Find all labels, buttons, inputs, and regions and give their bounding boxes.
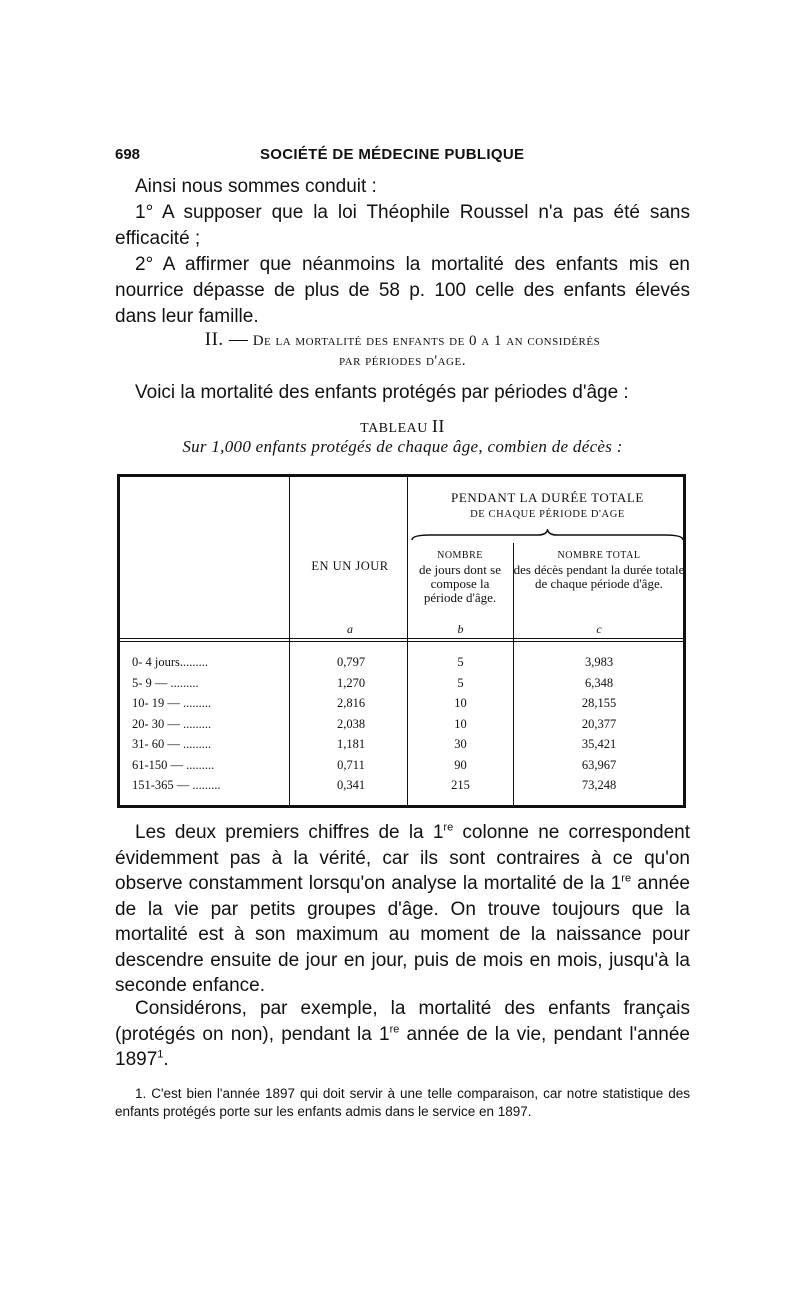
footnote-marker[interactable]: 1 (157, 1048, 164, 1061)
analysis-text (115, 820, 690, 999)
column-b-header (410, 547, 510, 605)
group-header (410, 491, 685, 522)
intro-paragraph (115, 380, 690, 406)
table-label-word: TABLEAU (360, 421, 428, 436)
row-value-a: 2,038 (336, 716, 366, 731)
page-number: 698 (115, 146, 141, 163)
superscript-re: re (621, 872, 632, 885)
row-value-a: 0,341 (336, 778, 366, 792)
section-numeral: II. — (204, 329, 249, 350)
example-text-end: . (163, 1049, 169, 1070)
row-value-c: 73,248 (581, 778, 617, 792)
column-c-header (513, 547, 685, 591)
column-b-header-rest: de jours dont se compose la période d'âge. (419, 562, 501, 605)
example-text-part-1: Considérons, par exemple, la mortalité des enfants français (protégés on non), pendant la 1 (115, 998, 690, 1045)
row-value-a: 2,816 (336, 696, 366, 710)
conclusion-point-1: 1° A supposer que la loi Théophile Roussel n'a pas été sans efficacité ; (115, 202, 690, 249)
row-value-b: 30 (454, 737, 467, 751)
section-heading (115, 330, 690, 371)
row-age: 31- 60 — ......... (132, 737, 212, 751)
row-value-b: 215 (451, 778, 470, 792)
column-c-letter: c (596, 622, 602, 636)
row-value-b: 5 (457, 675, 464, 690)
row-age: 151-365 — ......... (132, 778, 221, 792)
analysis-text-part-3: année de la vie par petits groupes d'âge. On trouve toujours que la mortalité est à son maximum au moment de la naissance pour descendre ensuite de jour en jour, puis de mois en mois, jusqu'à la seconde enfance. (115, 873, 690, 996)
row-value-b: 5 (457, 655, 464, 669)
mortality-table (117, 474, 686, 808)
table-row (120, 778, 683, 799)
table-row (120, 737, 683, 758)
table-rule-header-double (120, 641, 683, 642)
conclusion-lead: Ainsi nous sommes conduit : (135, 176, 377, 197)
example-text-part-2: année de la vie, pendant l'année 1897 (115, 1023, 691, 1070)
table-caption: Sur 1,000 enfants protégés de chaque âge, combien de décès : (182, 437, 623, 456)
brace-icon (410, 529, 685, 541)
row-value-a: 0,797 (336, 655, 366, 669)
analysis-text-part-2: colonne ne correspondent évidemment pas à la vérité, car ils sont contraires à ce qu'on observe constamment lorsqu'on analyse la mortalité de la 1 (115, 822, 691, 894)
row-value-c: 3,983 (584, 655, 614, 669)
table-row (120, 758, 683, 779)
row-age: 0- 4 jours......... (132, 655, 209, 669)
column-c-header-rest: des décès pendant la durée totale de chaque période d'âge. (513, 562, 685, 591)
row-value-a: 0,711 (337, 757, 365, 772)
example-text (115, 996, 690, 1073)
group-header-subtitle: DE CHAQUE PÉRIODE D'AGE (470, 509, 625, 520)
table-row (120, 696, 683, 717)
column-b-letter: b (457, 622, 464, 636)
table-label-number: II (431, 416, 445, 436)
journal-title: SOCIÉTÉ DE MÉDECINE PUBLIQUE (260, 146, 525, 163)
row-value-c: 28,155 (581, 696, 617, 710)
row-value-c: 35,421 (581, 737, 617, 751)
column-b-header-top: NOMBRE (437, 550, 483, 561)
row-age: 5- 9 — ......... (132, 675, 199, 690)
analysis-paragraph (115, 820, 690, 999)
table-label (115, 416, 690, 437)
row-value-a: 1,181 (336, 737, 366, 751)
intro-text: Voici la mortalité des enfants protégés par périodes d'âge : (135, 382, 629, 403)
footnote (115, 1085, 690, 1121)
row-value-b: 90 (454, 757, 467, 772)
superscript-re: re (389, 1023, 400, 1036)
row-value-c: 20,377 (581, 716, 617, 731)
row-value-b: 10 (454, 696, 467, 710)
analysis-text-part-1: Les deux premiers chiffres de la 1 (135, 822, 444, 843)
section-heading-line-1: De la mortalité des enfants de 0 a 1 an considérés (252, 333, 601, 349)
example-paragraph (115, 996, 690, 1073)
row-value-c: 63,967 (581, 757, 617, 772)
table-rule-header (120, 638, 683, 639)
table-row (120, 655, 683, 676)
group-header-title: PENDANT LA DURÉE TOTALE (451, 490, 644, 505)
table-row (120, 676, 683, 697)
running-head (115, 146, 690, 168)
row-value-c: 6,348 (584, 675, 614, 690)
column-a-header: EN UN JOUR (311, 559, 389, 573)
column-c-header-top: NOMBRE TOTAL (557, 550, 641, 561)
column-a-letter: a (347, 622, 353, 636)
superscript-re: re (443, 821, 454, 834)
row-age: 20- 30 — ......... (132, 716, 212, 731)
section-heading-line-2: par périodes d'age. (339, 353, 466, 369)
row-age: 61-150 — ......... (132, 757, 215, 772)
row-value-a: 1,270 (336, 675, 366, 690)
row-age: 10- 19 — ......... (132, 696, 212, 710)
table-row (120, 717, 683, 738)
footnote-text: 1. C'est bien l'année 1897 qui doit servir à une telle comparaison, car notre statistique des enfants protégés porte sur les enfants admis dans le service en 1897. (115, 1086, 690, 1119)
conclusion-point-2: 2° A affirmer que néanmoins la mortalité des enfants mis en nourrice dépasse de plus de 58 p. 100 celle des enfants élevés dans leur famille. (115, 254, 690, 327)
row-value-b: 10 (454, 716, 467, 731)
conclusion-block (115, 174, 690, 330)
